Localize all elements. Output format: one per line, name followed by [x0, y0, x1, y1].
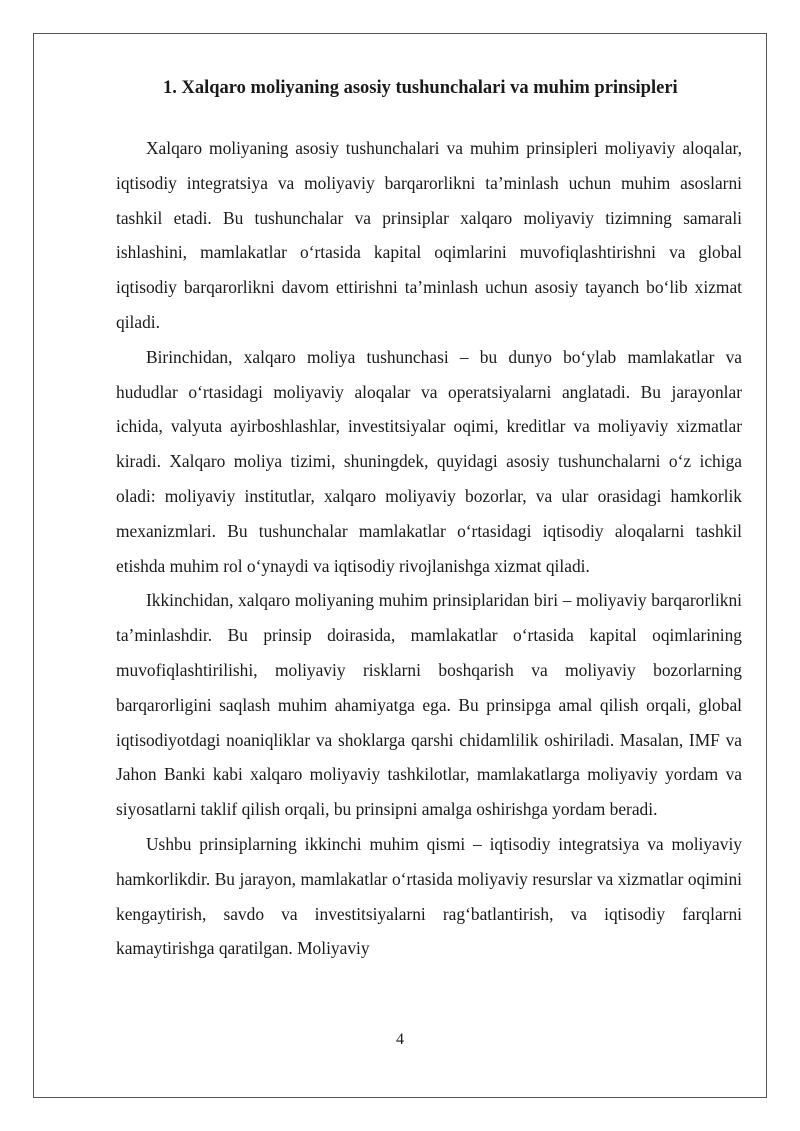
paragraph-4: Ushbu prinsiplarning ikkinchi muhim qismi – iqtisodiy integratsiya va moliyaviy hamkorlikdir. Bu jarayon, mamlakatlar o‘rtasida moliyaviy resurslar va xizmatlar oqimini kengaytirish, savdo va investitsiyalarni rag‘batlantirish, va iqtisodiy farqlarni kamaytirishga qaratilgan. Moliyaviy	[116, 833, 742, 959]
paragraph-1: Xalqaro moliyaning asosiy tushunchalari va muhim prinsipleri moliyaviy aloqalar, iqtisodiy integratsiya va moliyaviy barqarorlikni ta’minlash uchun muhim asoslarni tashkil etadi. Bu tushunchalar va prinsiplar xalqaro moliyaviy tizimning samarali ishlashini, mamlakatlar o‘rtasida kapital oqimlarini muvofiqlashtirishni va global iqtisodiy barqarorlikni davom ettirishni ta’minlash uchun asosiy tayanch bo‘lib xizmat qiladi.	[116, 138, 742, 332]
page-number: 4	[396, 1031, 404, 1048]
paragraph-3: Ikkinchidan, xalqaro moliyaning muhim prinsiplaridan biri – moliyaviy barqarorlikni ta’minlashdir. Bu prinsip doirasida, mamlakatlar o‘rtasida kapital oqimlarining muvofiqlashtirilishi, moliyaviy risklarni boshqarish va moliyaviy bozorlarning barqarorligini saqlash muhim ahamiyatga ega. Bu prinsipga amal qilish orqali, global iqtisodiyotdagi noaniqliklar va shoklarga qarshi chidamlilik oshiriladi. Masalan, IMF va Jahon Banki kabi xalqaro moliyaviy tashkilotlar, mamlakatlarga moliyaviy yordam va siyosatlarni taklif qilish orqali, bu prinsipni amalga oshirishga yordam beradi.	[116, 590, 742, 820]
section-heading: 1. Xalqaro moliyaning asosiy tushunchalari va muhim prinsipleri	[163, 78, 678, 98]
paragraph-2: Birinchidan, xalqaro moliya tushunchasi – bu dunyo bo‘ylab mamlakatlar va hududlar o‘rtasidagi moliyaviy aloqalar va operatsiyalarni anglatadi. Bu jarayonlar ichida, valyuta ayirboshlashlar, investitsiyalar oqimi, kreditlar va moliyaviy xizmatlar kiradi. Xalqaro moliya tizimi, shuningdek, quyidagi asosiy tushunchalarni o‘z ichiga oladi: moliyaviy institutlar, xalqaro moliyaviy bozorlar, va ular orasidagi hamkorlik mexanizmlari. Bu tushunchalar mamlakatlar o‘rtasidagi iqtisodiy aloqalarni tashkil etishda muhim rol o‘ynaydi va iqtisodiy rivojlanishga xizmat qiladi.	[116, 346, 742, 576]
body-text	[116, 131, 742, 966]
